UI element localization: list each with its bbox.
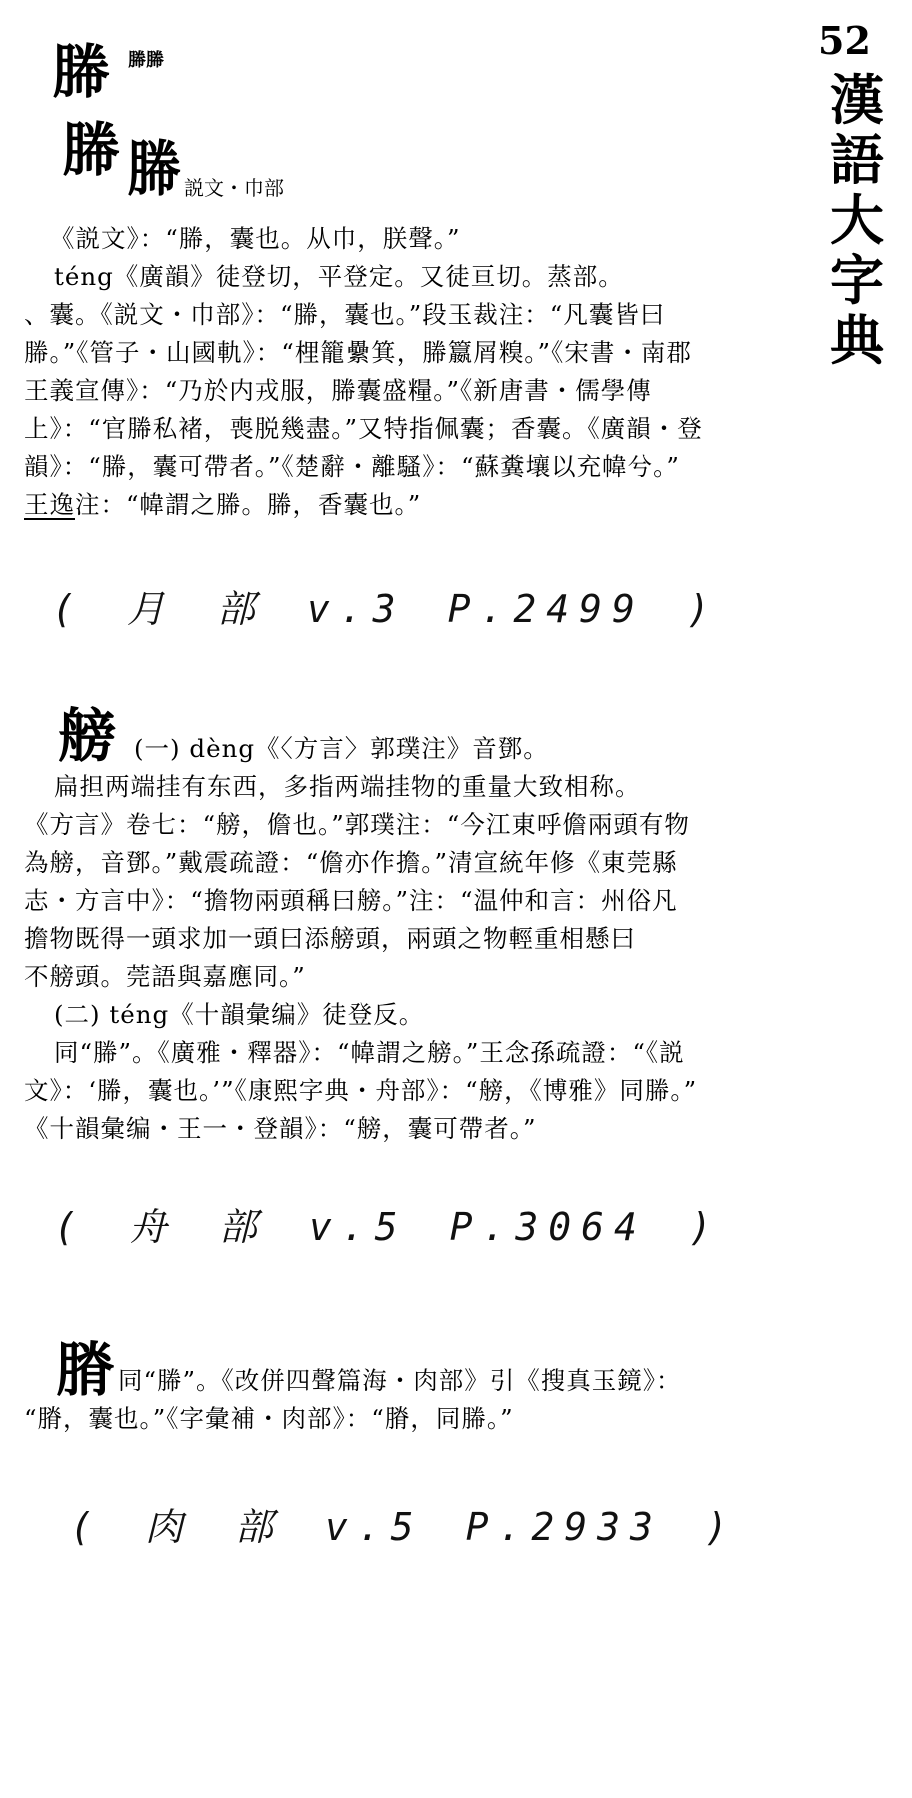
entry1-line: 上》：“官幐私褚，喪脱幾盡。”又特指佩囊；香囊。《廣韻・登 bbox=[24, 414, 703, 443]
entry2-line: 志・方言中》：“擔物兩頭稱曰艕。”注：“温仲和言：州俗凡 bbox=[24, 886, 678, 915]
title-char: 漢 bbox=[830, 68, 884, 132]
entry1-line: 幐。”《管子・山國軌》：“梩籠纍箕，幐籝屑糗。”《宋書・南郡 bbox=[24, 338, 692, 367]
entry1-line bbox=[24, 486, 703, 524]
entry2-line: 扁担两端挂有东西，多指两端挂物的重量大致相称。 bbox=[54, 772, 641, 801]
title-char: 語 bbox=[830, 128, 884, 192]
entry2-body bbox=[24, 768, 697, 1148]
hw-volume: v.5 bbox=[308, 1205, 408, 1249]
entry2-line: (二) téng《十韻彙编》徒登反。 bbox=[54, 1000, 425, 1029]
entry1-seal-char: 幐 bbox=[127, 135, 181, 205]
entry3-line: “膌，囊也。”《字彙補・肉部》：“膌，同幐。” bbox=[24, 1404, 514, 1433]
entry2-first-line: (一) dèng《〈方言〉郭璞注》音鄧。 bbox=[134, 734, 549, 763]
hw-page: P.3064 bbox=[449, 1205, 647, 1249]
entry1-head-char-1: 幐 bbox=[52, 38, 111, 106]
entry2-line: 為艕，音鄧。”戴震疏證：“儋亦作擔。”清宣統年修《東莞縣 bbox=[24, 848, 678, 877]
hw-paren-open: ( bbox=[52, 587, 85, 631]
entry1-line: 韻》：“幐，囊可帶者。”《楚辭・離騷》：“蘇糞壤以充幃兮。” bbox=[24, 452, 680, 481]
entry3-head-char: 膌 bbox=[56, 1336, 115, 1404]
hw-radical: 月 bbox=[126, 587, 175, 631]
entry1-line: 、囊。《説文・巾部》：“幐，囊也。”段玉裁注：“凡囊皆曰 bbox=[24, 300, 666, 329]
title-char: 典 bbox=[830, 308, 884, 372]
entry2-line: 不艕頭。莞語與嘉應同。” bbox=[24, 962, 306, 991]
entry1-line: 王義宣傳》：“乃於内戎服，幐囊盛糧。”《新唐書・儒學傳 bbox=[24, 376, 652, 405]
entry1-seal-source: 説文・巾部 bbox=[184, 176, 284, 200]
entry3-handwritten-note bbox=[70, 1496, 780, 1551]
entry1-variant-chars: 幐幐 bbox=[128, 50, 164, 71]
hw-paren-close: ) bbox=[704, 1505, 738, 1549]
hw-paren-open: ( bbox=[70, 1505, 103, 1549]
dictionary-title bbox=[826, 70, 888, 370]
hw-volume: v.3 bbox=[306, 587, 406, 631]
title-char: 大 bbox=[830, 188, 884, 252]
entry1-head-char-2: 幐 bbox=[62, 116, 121, 184]
hw-volume: v.5 bbox=[324, 1505, 424, 1549]
entry2-handwritten-note bbox=[54, 1196, 764, 1251]
entry2-line: 擔物既得一頭求加一頭曰添艕頭，兩頭之物輕重相懸曰 bbox=[24, 924, 636, 953]
hw-paren-close: ) bbox=[686, 587, 720, 631]
entry2-line: 同“幐”。《廣雅・釋器》：“幃謂之艕。”王念孫疏證：“《説 bbox=[54, 1038, 685, 1067]
hw-radical: 肉 bbox=[144, 1505, 193, 1549]
hw-bu: 部 bbox=[218, 1205, 267, 1249]
entry2-head-char: 艕 bbox=[58, 702, 117, 770]
title-char: 字 bbox=[830, 248, 884, 312]
entry3-line: 同“幐”。《改併四聲篇海・肉部》引《搜真玉鏡》： bbox=[118, 1366, 682, 1395]
hw-bu: 部 bbox=[216, 587, 265, 631]
entry1-handwritten-note bbox=[52, 578, 762, 633]
hw-paren-open: ( bbox=[54, 1205, 87, 1249]
hw-page: P.2933 bbox=[465, 1505, 663, 1549]
entry2-line: 《方言》卷七：“艕，儋也。”郭璞注：“今江東呼儋兩頭有物 bbox=[24, 810, 690, 839]
hw-page: P.2499 bbox=[447, 587, 645, 631]
entry1-line: 《説文》：“幐，囊也。从巾，朕聲。” bbox=[50, 224, 461, 253]
entry2-line: 《十韻彙编・王一・登韻》：“艕，囊可帶者。” bbox=[24, 1114, 537, 1143]
entry1-line-rest: 注：“幃謂之幐。幐，香囊也。” bbox=[75, 490, 422, 519]
person-name: 王逸 bbox=[24, 490, 75, 519]
hw-bu: 部 bbox=[234, 1505, 283, 1549]
hw-paren-close: ) bbox=[688, 1205, 722, 1249]
entry1-line: téng《廣韻》徒登切，平登定。又徒亘切。蒸部。 bbox=[54, 262, 624, 291]
entry2-line: 文》：‘幐，囊也。’”《康熙字典・舟部》：“艕，《博雅》同幐。” bbox=[24, 1076, 698, 1105]
hw-radical: 舟 bbox=[128, 1205, 177, 1249]
page-number: 52 bbox=[818, 18, 871, 63]
entry1-body bbox=[24, 220, 703, 524]
